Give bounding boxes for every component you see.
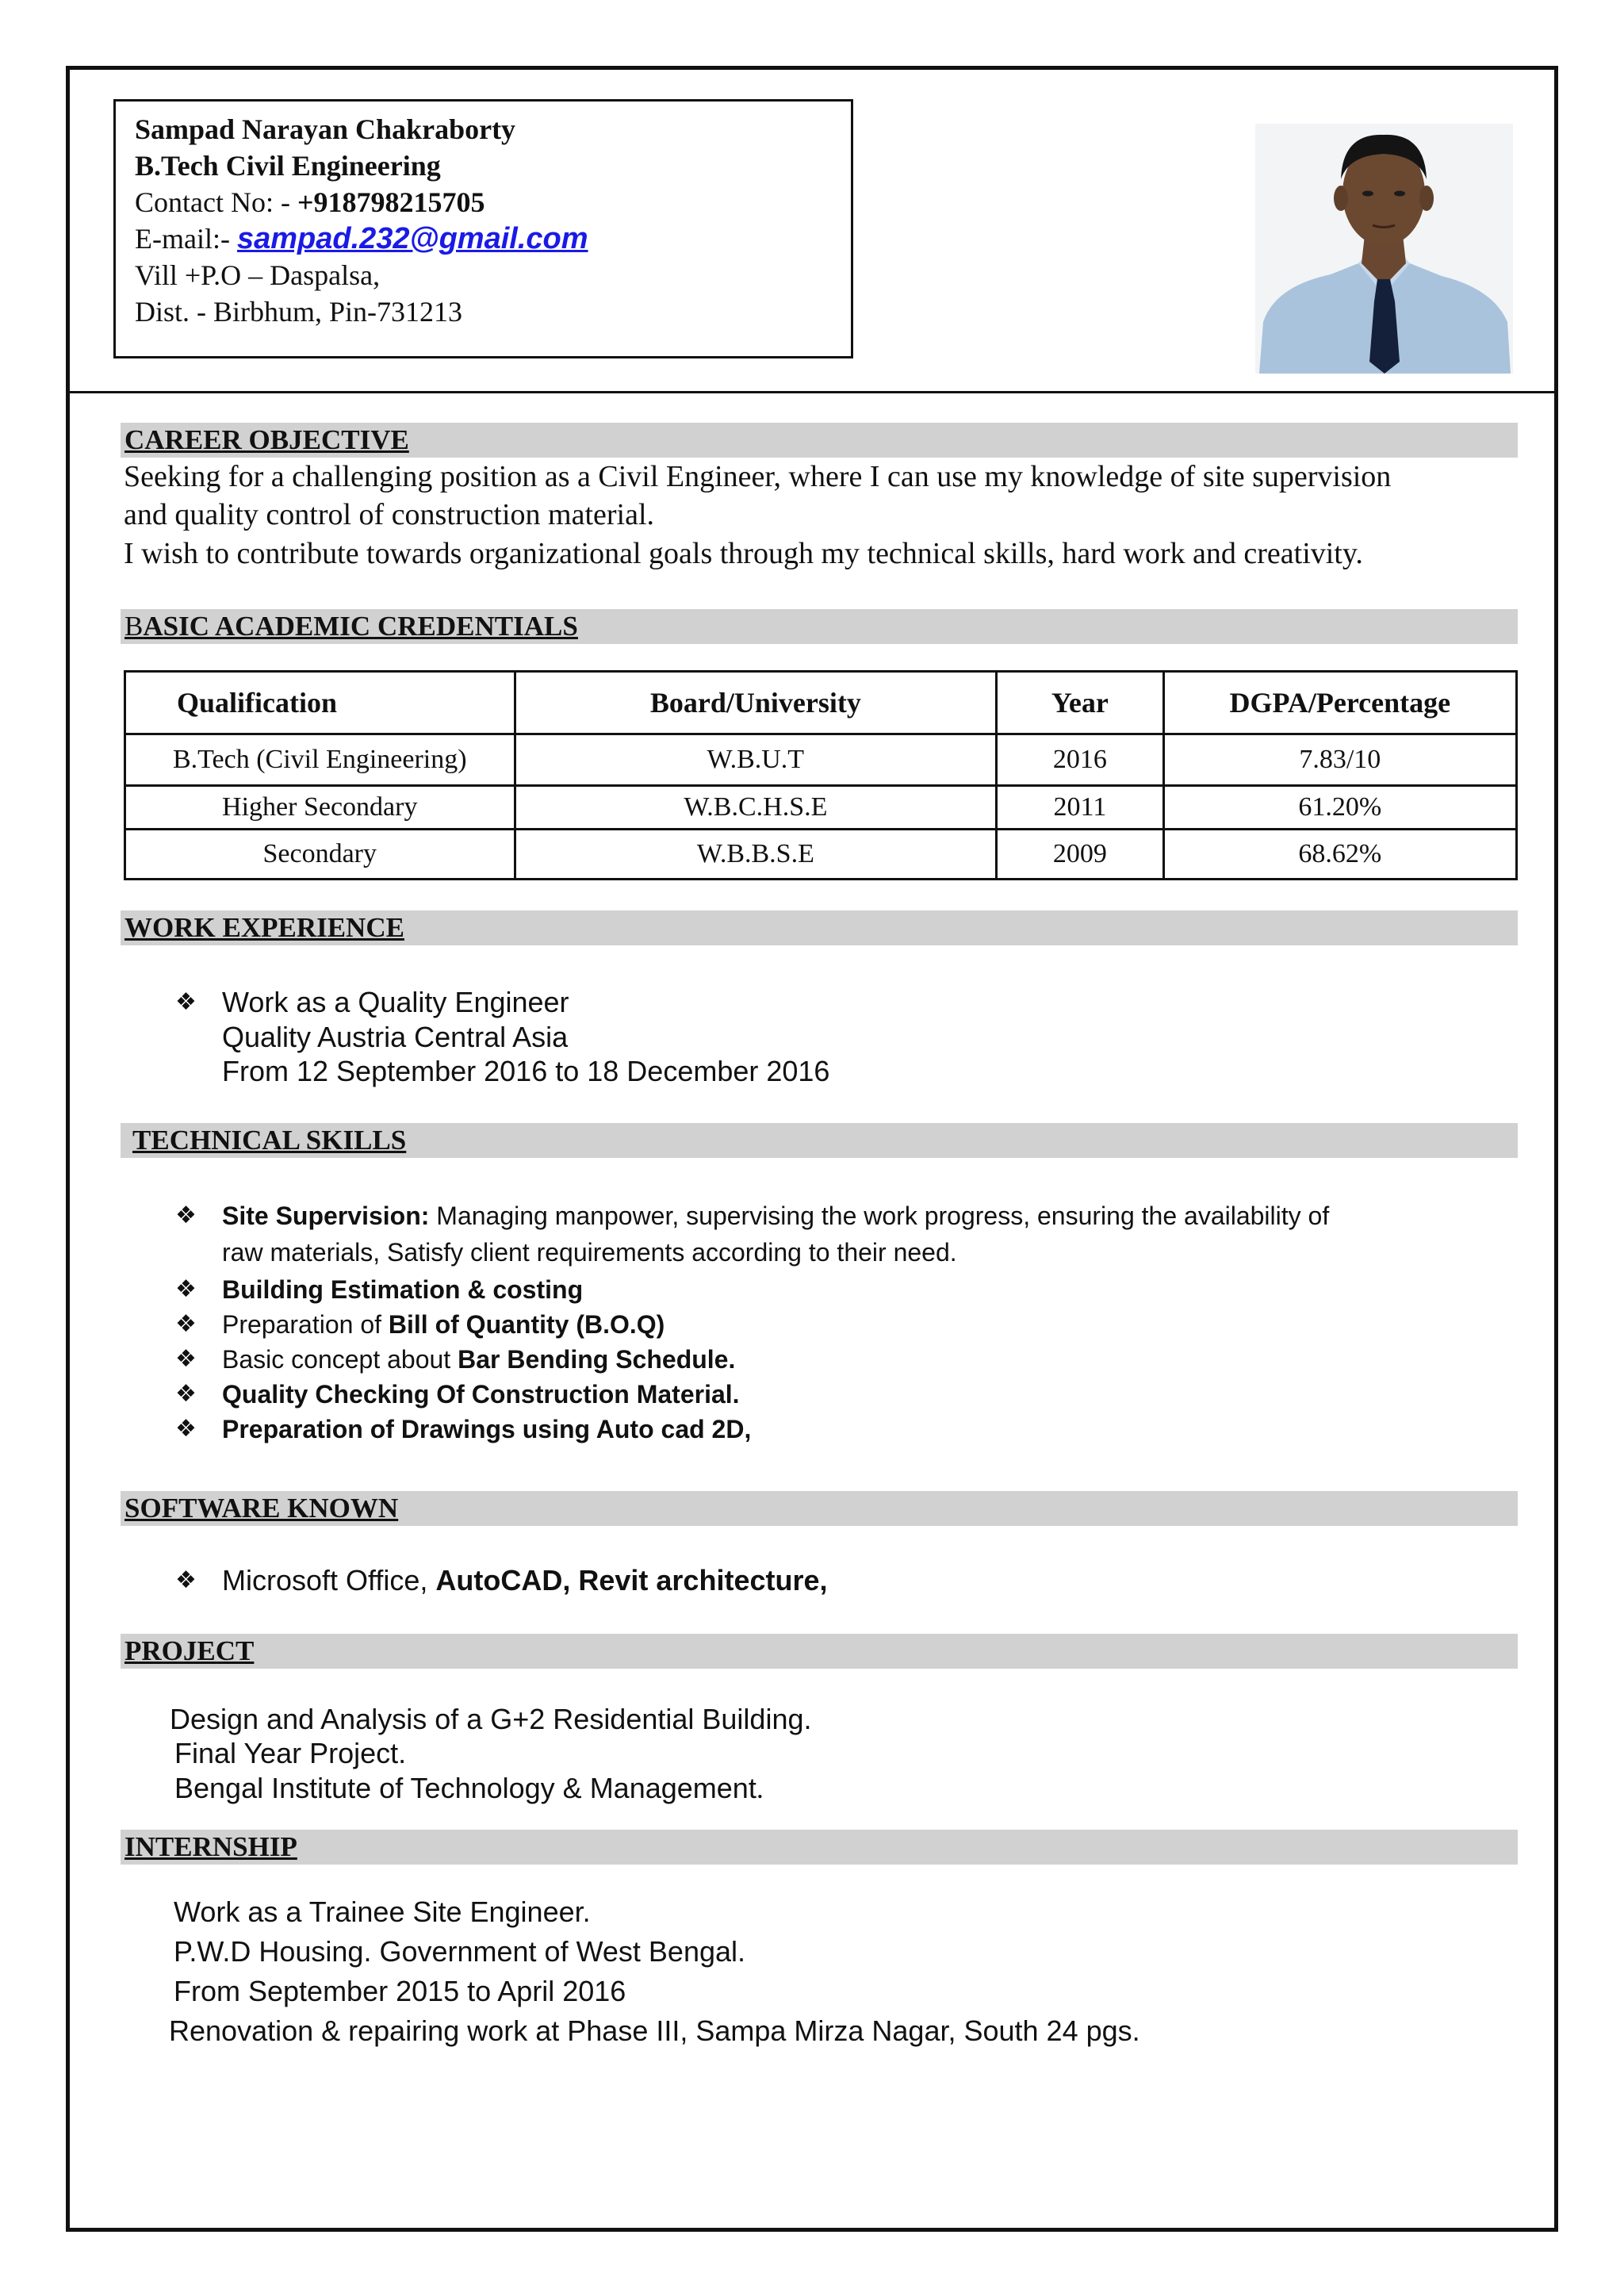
diamond-bullet-icon: ❖	[175, 1202, 197, 1229]
internship-org: P.W.D Housing. Government of West Bengal.	[174, 1935, 746, 1968]
skill-site-supervision-text: Managing manpower, supervising the work progress, ensuring the availability of	[429, 1202, 1330, 1230]
contact-label: Contact No: -	[135, 186, 297, 218]
address-line-2: Dist. - Birbhum, Pin-731213	[135, 296, 463, 328]
table-cell: 2016	[997, 734, 1163, 786]
contact-box	[113, 99, 853, 358]
contact-number: +918798215705	[297, 186, 485, 218]
table-cell: W.B.C.H.S.E	[515, 786, 997, 830]
career-objective-line-2: and quality control of construction material.	[124, 498, 655, 531]
software-bold: AutoCAD, Revit architecture,	[435, 1564, 828, 1596]
work-period: From 12 September 2016 to 18 December 2016	[222, 1055, 830, 1087]
skill-drawings: Preparation of Drawings using Auto cad 2D,	[222, 1415, 752, 1443]
software-list	[222, 1563, 828, 1598]
work-experience-heading-bar	[121, 910, 1518, 945]
applicant-degree: B.Tech Civil Engineering	[135, 150, 441, 182]
internship-role: Work as a Trainee Site Engineer.	[174, 1895, 591, 1928]
skill-boq-bold: Bill of Quantity (B.O.Q)	[388, 1310, 665, 1339]
skill-site-supervision	[222, 1200, 1329, 1232]
skill-boq	[222, 1309, 665, 1340]
academics-heading-bar	[121, 609, 1518, 644]
work-company: Quality Austria Central Asia	[222, 1021, 569, 1053]
skill-bbs	[222, 1343, 735, 1375]
project-institute-name: Bengal Institute of Technology & Management	[174, 1772, 756, 1804]
profile-photo-icon	[1255, 124, 1513, 374]
skill-boq-prefix: Preparation of	[222, 1310, 389, 1339]
software-plain: Microsoft Office,	[222, 1564, 436, 1596]
software-heading-bar	[121, 1491, 1518, 1526]
career-objective-line-1: Seeking for a challenging position as a Civil Engineer, where I can use my knowledge of site supervision	[124, 460, 1392, 493]
diamond-bullet-icon: ❖	[175, 988, 197, 1016]
diamond-bullet-icon: ❖	[175, 1380, 197, 1408]
table-cell: Secondary	[125, 830, 515, 880]
project-heading-bar	[121, 1634, 1518, 1669]
skill-bbs-prefix: Basic concept about	[222, 1345, 458, 1374]
academic-credentials-table	[124, 670, 1518, 880]
project-type: Final Year Project.	[174, 1737, 407, 1769]
skill-quality: Quality Checking Of Construction Material.	[222, 1380, 740, 1409]
table-cell: 68.62%	[1163, 830, 1516, 880]
diamond-bullet-icon: ❖	[175, 1415, 197, 1443]
table-cell: W.B.B.S.E	[515, 830, 997, 880]
table-cell: W.B.U.T	[515, 734, 997, 786]
table-cell: 2011	[997, 786, 1163, 830]
academics-heading	[124, 611, 578, 642]
table-cell: B.Tech (Civil Engineering)	[125, 734, 515, 786]
table-row	[125, 830, 1517, 880]
internship-work: Renovation & repairing work at Phase III, Sampa Mirza Nagar, South 24 pgs.	[169, 2014, 1140, 2047]
email-label: E-mail:-	[135, 223, 237, 255]
internship-heading: INTERNSHIP	[124, 1831, 297, 1862]
contact-line	[135, 184, 851, 220]
column-header: Qualification	[125, 672, 515, 734]
diamond-bullet-icon: ❖	[175, 1310, 197, 1338]
column-header: Board/University	[515, 672, 997, 734]
diamond-bullet-icon: ❖	[175, 1566, 197, 1594]
academics-heading-initial: B	[124, 611, 144, 642]
project-title: Design and Analysis of a G+2 Residential Building.	[170, 1703, 812, 1735]
header-divider	[66, 391, 1558, 393]
diamond-bullet-icon: ❖	[175, 1345, 197, 1373]
table-cell: 61.20%	[1163, 786, 1516, 830]
column-header: Year	[997, 672, 1163, 734]
technical-skills-heading: TECHNICAL SKILLS	[132, 1125, 407, 1156]
project-institute-end: .	[756, 1773, 764, 1804]
email-link[interactable]: sampad.232@gmail.com	[236, 222, 588, 255]
applicant-name: Sampad Narayan Chakraborty	[135, 113, 516, 145]
diamond-bullet-icon: ❖	[175, 1275, 197, 1303]
skill-estimation: Building Estimation & costing	[222, 1275, 584, 1304]
work-role: Work as a Quality Engineer	[222, 986, 569, 1018]
software-heading: SOFTWARE KNOWN	[124, 1493, 399, 1524]
project-institute	[174, 1771, 764, 1806]
table-cell: Higher Secondary	[125, 786, 515, 830]
internship-period: From September 2015 to April 2016	[174, 1975, 626, 2007]
table-header-row	[125, 672, 1517, 734]
internship-heading-bar	[121, 1830, 1518, 1865]
career-objective-line-3: I wish to contribute towards organizational goals through my technical skills, hard work and creativity.	[124, 537, 1363, 570]
work-experience-heading: WORK EXPERIENCE	[124, 912, 404, 943]
table-cell: 2009	[997, 830, 1163, 880]
skill-bbs-bold: Bar Bending Schedule.	[458, 1345, 736, 1374]
table-cell: 7.83/10	[1163, 734, 1516, 786]
table-row	[125, 786, 1517, 830]
career-objective-heading: CAREER OBJECTIVE	[124, 424, 409, 455]
column-header: DGPA/Percentage	[1163, 672, 1516, 734]
project-heading: PROJECT	[124, 1635, 255, 1666]
academics-heading-rest: ASIC ACADEMIC CREDENTIALS	[143, 611, 578, 642]
address-line-1: Vill +P.O – Daspalsa,	[135, 259, 381, 291]
profile-photo	[1255, 124, 1513, 374]
table-row	[125, 734, 1517, 786]
skill-site-supervision-cont: raw materials, Satisfy client requirements according to their need.	[222, 1238, 957, 1267]
email-line	[135, 220, 851, 257]
skill-site-supervision-label: Site Supervision:	[222, 1202, 430, 1230]
technical-skills-heading-bar	[121, 1123, 1518, 1158]
career-objective-heading-bar	[121, 423, 1518, 458]
